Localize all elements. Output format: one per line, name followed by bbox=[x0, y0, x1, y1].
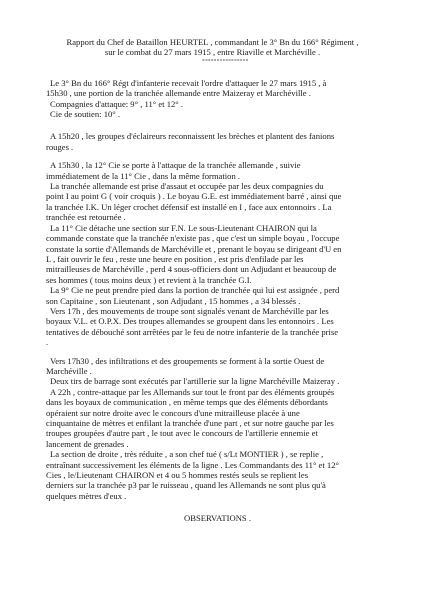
paragraph-1 bbox=[46, 131, 383, 152]
text-line: mitrailleuses de Marchéville , perd 4 sous-officiers dont un Adjudant et beaucoup de bbox=[46, 264, 337, 275]
text-line: La tranchée allemande est prise d'assaut et occupée par les deux compagnies du bbox=[50, 181, 324, 192]
intro-line: Compagnies d'attaque: 9° , 11° et 12° . bbox=[50, 98, 184, 109]
text-line: La 9° Cie ne peut prendre pied dans la portion de tranchée qui lui est assignée , perd bbox=[50, 285, 340, 296]
intro-line: Le 3° Bn du 166° Régt d'infanterie recevait l'ordre d'attaquer le 27 mars 1915 , à bbox=[50, 77, 327, 88]
report-header bbox=[42, 37, 383, 66]
text-line: L , fait ouvrir le feu , reste une heure en position , est pris d'enfilade par les bbox=[46, 253, 304, 264]
header-line-2: sur le combat du 27 mars 1915 , entre Riaville et Marchéville . bbox=[104, 47, 321, 58]
paragraph-3 bbox=[46, 356, 383, 502]
text-line: quelques mètres d'eux . bbox=[46, 490, 127, 501]
intro-block bbox=[46, 78, 383, 120]
text-line: entraînant successivement les éléments de la ligne . Les Commandants des 11° et 12° bbox=[46, 459, 339, 470]
text-line: La 11° Cie détache une section sur F.N. Le sous-Lieutenant CHAIRON qui la bbox=[50, 222, 317, 233]
text-line: dans les boyaux de communication , en même temps que des éléments débordants bbox=[46, 397, 328, 408]
intro-line: Cie de soutien: 10° . bbox=[50, 109, 121, 120]
text-line: Deux tirs de barrage sont exécutés par l'artillerie sur la ligne Marchéville Maizeray . bbox=[50, 376, 340, 387]
text-line: opéraient sur notre droite avec le concours d'une mitrailleuse placée à une bbox=[46, 407, 300, 418]
text-line: constate la sortie d'Allemands de Marchéville et , prenant le boyau se dirigeant d'U en bbox=[46, 243, 342, 254]
text-line: Vers 17h30 , des infiltrations et des groupements se forment à la sortie Ouest de bbox=[50, 355, 325, 366]
paragraph-2 bbox=[46, 160, 383, 347]
text-line: . bbox=[46, 337, 49, 348]
text-line: son Capitaine , son Lieutenant , son Adjudant , 15 hommes , a 34 blessés . bbox=[46, 295, 301, 306]
text-line: derniers sur la tranchée p3 par le ruisseau , quand les Allemands ne sont plus qu'à bbox=[46, 480, 326, 491]
text-line: la tranchée I.K. Un léger crochet défensif est installé en I , face aux entonnoirs . La bbox=[46, 201, 332, 212]
text-line: A 15h20 , les groupes d'éclaireurs reconnaissent les brèches et plantent des fanions bbox=[50, 131, 335, 142]
text-line: troupes groupées d'autre part , le tout avec le concours de l'artillerie ennemie et bbox=[46, 428, 318, 439]
text-line: tranchée est retournée . bbox=[46, 212, 126, 223]
text-line: Marchéville . bbox=[46, 365, 92, 376]
text-line: lancement de grenades . bbox=[46, 438, 129, 449]
observations-heading: OBSERVATIONS . bbox=[184, 513, 251, 524]
text-line: La section de droite , très réduite , a son chef tué ( s/Lt MONTIER ) , se replie , bbox=[50, 449, 324, 460]
text-line: A 15h30 , la 12° Cie se porte à l'attaque de la tranchée allemande , suivie bbox=[50, 160, 301, 171]
text-line: A 22h , contre-attaque par les Allemands sur tout le front par des éléments groupés bbox=[50, 386, 335, 397]
text-line: Cies , le/Lieutenant CHAIRON et 4 ou 5 hommes restés seuls se replient les bbox=[46, 470, 309, 481]
text-line: point I au point G ( voir croquis ) . Le boyau G.E. est immédiatement barré , ainsi que bbox=[46, 191, 342, 202]
header-separator: °°°°°°°°°°°°°°°° bbox=[202, 58, 249, 65]
intro-line: 15h30 , une portion de la tranchée allemande entre Maizeray et Marchéville . bbox=[46, 88, 311, 99]
header-line-1: Rapport du Chef de Bataillon HEURTEL , commandant le 3° Bn du 166° Régiment , bbox=[66, 37, 359, 47]
text-line: cinquantaine de mètres et enfilant la tranchée d'une part , et sur notre gauche par les bbox=[46, 418, 334, 428]
text-line: rouges . bbox=[46, 141, 74, 152]
text-line: ses hommes ( tous moins deux ) et revient à la tranchée G.I. bbox=[46, 274, 252, 285]
text-line: commande constate que la tranchée n'existe pas , que c'est un simple boyau , l'occupe bbox=[46, 233, 340, 244]
text-line: tentatives de débouché sont arrêtées par le feu de notre infanterie de la tranchée prise bbox=[46, 326, 339, 337]
text-line: immédiatement de la 11° Cie , dans la même formation . bbox=[46, 170, 241, 181]
text-line: Vers 17h , des mouvements de troupe sont signalés venant de Marchéville par les bbox=[50, 305, 329, 316]
text-line: boyaux V.L. et O.P.X. Des troupes allemandes se groupent dans les entonnoirs . Les bbox=[46, 316, 334, 327]
